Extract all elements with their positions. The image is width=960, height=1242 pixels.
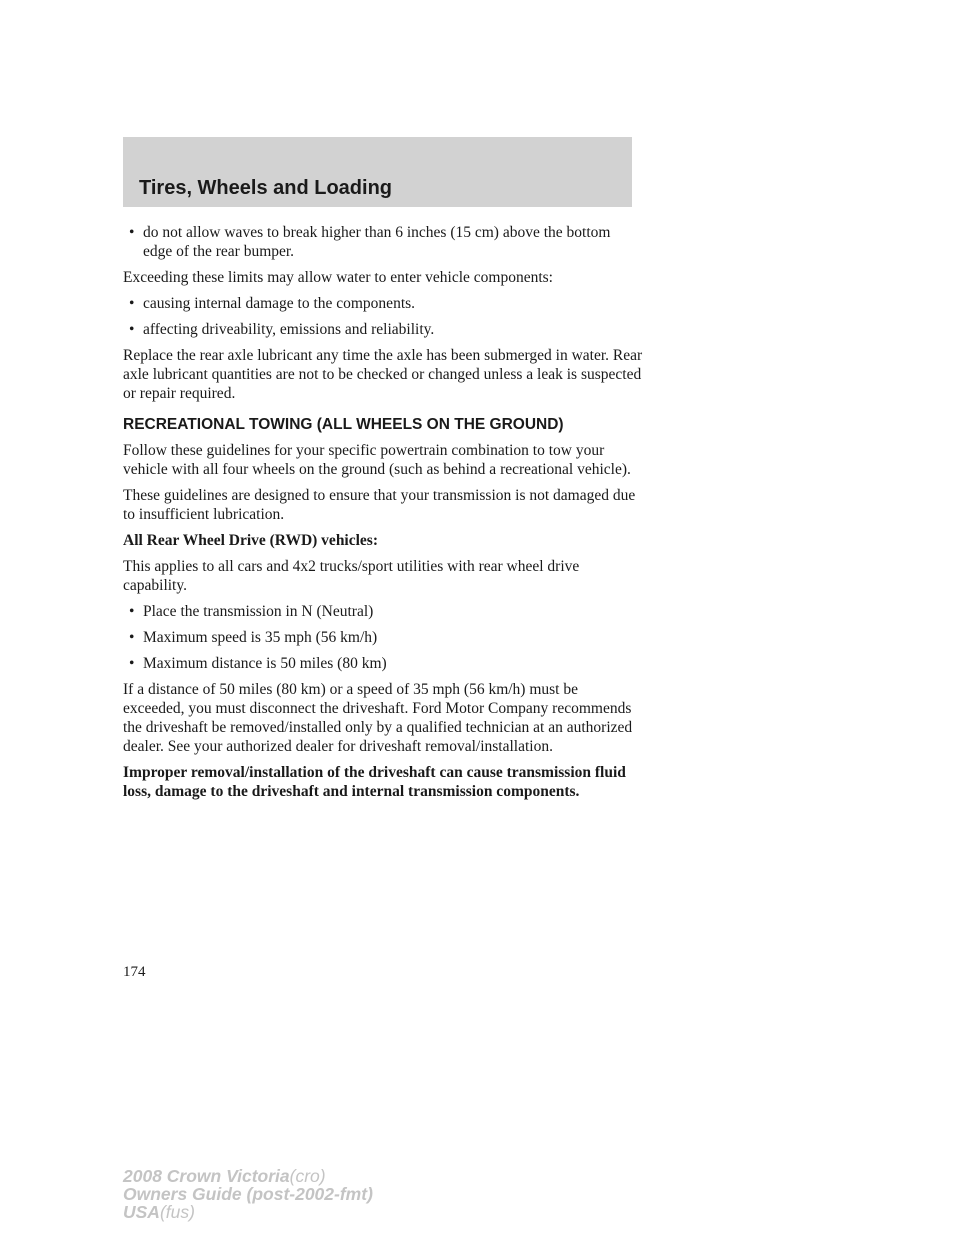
bullet-item [123, 602, 643, 621]
bullet-item [123, 628, 643, 647]
section-title: Tires, Wheels and Loading [139, 177, 393, 199]
page-content [123, 223, 643, 808]
footer-line-2 [123, 1185, 373, 1203]
bullet-text: Maximum distance is 50 miles (80 km) [143, 655, 387, 672]
bullet-icon: • [129, 321, 135, 338]
paragraph-follow: Follow these guidelines for your specific powertrain combination to tow your vehicle with all four wheels on the ground (such as behind a recreational vehicle). [123, 442, 631, 478]
bullet-text: Place the transmission in N (Neutral) [143, 603, 374, 620]
footer-model: 2008 Crown Victoria [123, 1166, 290, 1186]
bullet-icon: • [129, 629, 135, 646]
document-footer [123, 1167, 373, 1221]
paragraph-replace: Replace the rear axle lubricant any time the axle has been submerged in water. Rear axle lubricant quantities are not to be checked or changed unless a leak is suspected or repair required. [123, 347, 643, 402]
subheading-rwd: All Rear Wheel Drive (RWD) vehicles: [123, 532, 379, 549]
footer-guide: Owners Guide (post-2002-fmt) [123, 1184, 373, 1204]
bullet-icon: • [129, 295, 135, 312]
bullet-item [123, 294, 643, 313]
page-number: 174 [123, 964, 146, 980]
bullet-icon: • [129, 603, 135, 620]
footer-model-code: (cro) [289, 1166, 326, 1186]
bullet-item [123, 654, 643, 673]
paragraph-applies: This applies to all cars and 4x2 trucks/sport utilities with rear wheel drive capability. [123, 558, 580, 594]
bullet-text: do not allow waves to break higher than 6 inches (15 cm) above the bottom edge of the rear bumper. [143, 224, 611, 260]
bullet-item [123, 223, 643, 261]
bullet-text: affecting driveability, emissions and reliability. [143, 321, 435, 338]
bullet-item [123, 320, 643, 339]
footer-line-3 [123, 1203, 373, 1221]
paragraph-exceeding: Exceeding these limits may allow water to enter vehicle components: [123, 269, 553, 286]
paragraph-improper-warning: Improper removal/installation of the driveshaft can cause transmission fluid loss, damage to the driveshaft and internal transmission components. [123, 764, 626, 800]
bullet-icon: • [129, 224, 135, 241]
section-header-band [123, 137, 632, 207]
paragraph-distance: If a distance of 50 miles (80 km) or a speed of 35 mph (56 km/h) must be exceeded, you must disconnect the driveshaft. Ford Motor Company recommends the driveshaft be removed/installed only by a qualified technician at an authorized dealer. See your authorized dealer for driveshaft removal/installation. [123, 681, 633, 755]
heading-recreational-towing: RECREATIONAL TOWING (ALL WHEELS ON THE GROUND) [123, 416, 564, 433]
footer-market-code: (fus) [159, 1202, 195, 1222]
bullet-text: Maximum speed is 35 mph (56 km/h) [143, 629, 378, 646]
paragraph-designed: These guidelines are designed to ensure that your transmission is not damaged due to insufficient lubrication. [123, 487, 636, 523]
bullet-icon: • [129, 655, 135, 672]
footer-line-1 [123, 1167, 373, 1185]
bullet-text: causing internal damage to the components. [143, 295, 416, 312]
footer-market: USA [123, 1202, 160, 1222]
